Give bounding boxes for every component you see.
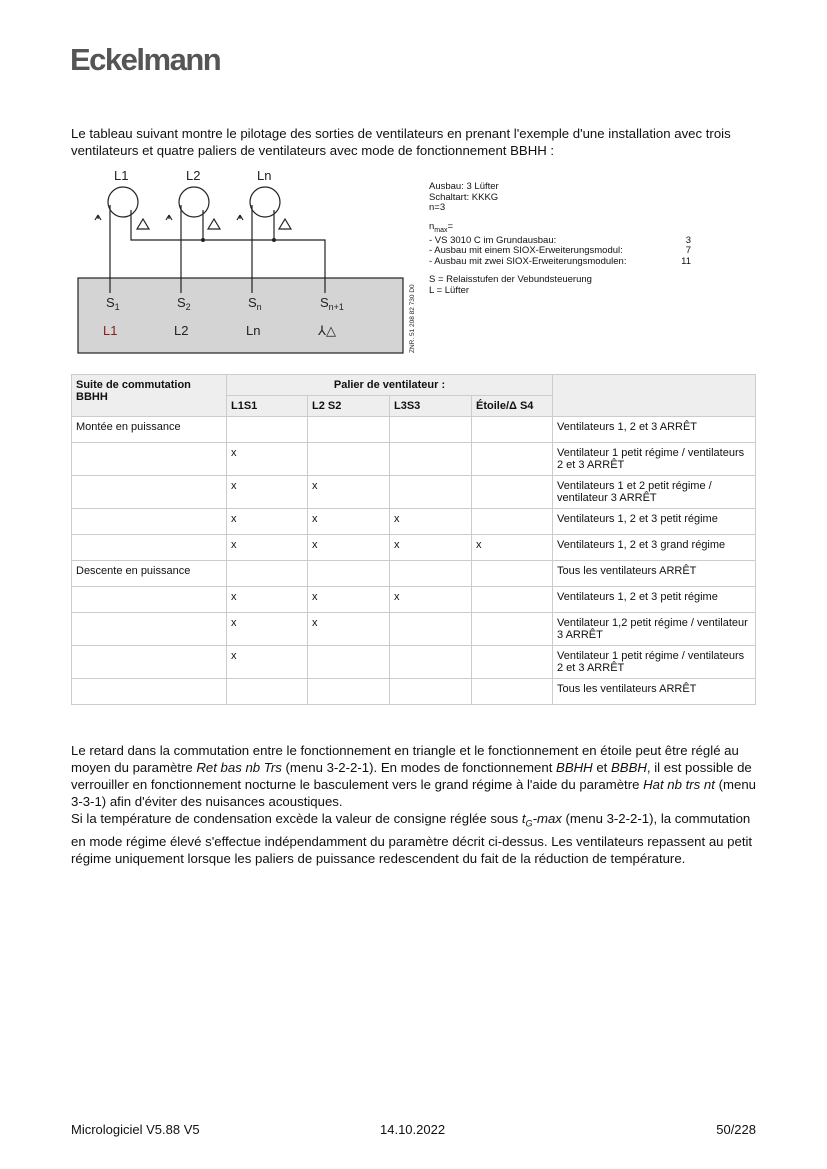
table-cell: x [308,509,390,535]
fan-icon [108,187,138,217]
table-row [72,443,756,476]
table-row [72,679,756,705]
legend-line: Ausbau: 3 Lüfter [429,181,499,192]
table-cell: Ventilateurs 1, 2 et 3 grand régime [553,535,756,561]
table-cell [227,561,308,587]
nmax-label: $n_{max}=$ [429,220,454,234]
table-row [72,587,756,613]
header-stage: Palier de ventilateur : [227,375,553,396]
table-cell [227,417,308,443]
table-cell: x [227,613,308,646]
relay-label: ⅄△ [318,323,336,338]
svg-text:S1: $S_1$ [106,295,120,312]
fan-label: L1 [114,168,129,183]
eckelmann-logo: Eckelmann [70,42,221,77]
switching-table [71,374,756,705]
table-cell: x [308,613,390,646]
table-cell [390,561,472,587]
svg-text:Sn: $S_n$ [248,295,262,312]
table-cell [390,417,472,443]
table-cell: x [227,443,308,476]
table-cell: Ventilateur 1 petit régime / ventilateurs 2 et 3 ARRÊT [553,443,756,476]
table-cell [308,679,390,705]
table-cell [72,613,227,646]
relay-label: Ln [246,323,261,338]
table-cell: Ventilateurs 1, 2 et 3 ARRÊT [553,417,756,443]
legend-line: Schaltart: KKKG [429,191,499,203]
svg-text:Sn+1: $S_{n+1}$ [320,295,344,312]
table-cell: x [227,646,308,679]
relay-label: L2 [174,323,189,338]
footer-firmware: Micrologiciel V5.88 V5 [71,1122,200,1137]
table-cell [308,561,390,587]
col-header: L2 S2 [308,396,390,417]
table-cell [472,417,553,443]
fan-label: Ln [257,168,272,183]
table-cell [472,561,553,587]
table-row [72,535,756,561]
table-cell: x [308,535,390,561]
table-row [72,561,756,587]
table-cell: x [390,535,472,561]
table-cell [472,646,553,679]
table-cell: x [308,587,390,613]
table-cell [390,613,472,646]
table-cell: x [390,509,472,535]
table-cell [227,679,308,705]
table-cell [390,476,472,509]
table-cell: Ventilateurs 1 et 2 petit régime / ventilateur 3 ARRÊT [553,476,756,509]
table-cell [472,443,553,476]
table-cell: Ventilateurs 1, 2 et 3 petit régime [553,509,756,535]
table-cell [308,417,390,443]
table-cell [390,646,472,679]
diagram-legend: Ausbau: 3 Lüfter Schaltart: KKKG n=3 $n_{max}=$ - VS 3010 C im Grundausbau: 3 - Ausbau mit einem SIOX-Erweiterungsmodul: 7 - Ausbau mit zwei SIOX-Erweiterungsmodulen: 11 S = Relaisstufen der Vebundsteuerung L = Lüfter [429,182,709,296]
fan-icon [250,187,280,217]
table-row [72,509,756,535]
table-cell [308,646,390,679]
table-cell [72,509,227,535]
table-cell: x [227,535,308,561]
table-cell [472,587,553,613]
table-row [72,417,756,443]
table-row [72,613,756,646]
legend-line: S = Relaisstufen der Vebundsteuerung [429,274,592,286]
drawing-code: ZNR. 51 208 82 730 D0 [409,284,416,353]
fan-wiring-diagram [70,165,420,360]
table-cell [472,476,553,509]
table-cell: x [472,535,553,561]
table-cell: Ventilateurs 1, 2 et 3 petit régime [553,587,756,613]
col-header: L1S1 [227,396,308,417]
table-cell: x [227,509,308,535]
table-cell [472,679,553,705]
table-cell: Ventilateur 1 petit régime / ventilateurs 2 et 3 ARRÊT [553,646,756,679]
outro-text: Le retard dans la commutation entre le fonctionnement en triangle et le fonctionnement en étoile peut être réglé au moyen du paramètre Ret bas nb Trs (menu 3-2-2-1). En modes de fonctionnement BBHH et BBBH, il est possible de verrouiller en fonctionnement nocturne le basculement vers le grand régime à l'aide du paramètre Hat nb trs nt (menu 3-3-1) afin d'éviter des nuisances acoustiques. Si la température de condensation excède la valeur de consigne réglée sous $t_G-\max$ (menu 3-2-2-1), la commutation en mode régime élevé s'effectue indépendamment du paramètre décrit ci-dessus. Les ventilateurs repassent au petit régime uniquement lorsque les paliers de puissance redescendent du fait de la réduction de température. [71,743,756,866]
table-cell: x [308,476,390,509]
fan-label: L2 [186,168,201,183]
table-row [72,476,756,509]
table-cell: x [227,476,308,509]
legend-line: n=3 [429,202,446,213]
header-sequence: Suite de commutation BBHH [72,375,227,417]
table-cell [72,646,227,679]
table-cell: Tous les ventilateurs ARRÊT [553,679,756,705]
table-cell [390,443,472,476]
table-cell: x [227,587,308,613]
table-cell: Montée en puissance [72,417,227,443]
table-cell: Tous les ventilateurs ARRÊT [553,561,756,587]
table-cell [72,476,227,509]
table-cell: Descente en puissance [72,561,227,587]
fan-icon [179,187,209,217]
legend-line: L = Lüfter [429,284,470,296]
footer-date: 14.10.2022 [380,1122,446,1137]
table-cell [72,679,227,705]
table-cell [72,587,227,613]
table-cell [390,679,472,705]
table-cell [308,443,390,476]
footer-page-number: 50/228 [716,1122,756,1137]
controller-box [78,278,403,353]
col-header: Étoile/Δ S4 [472,396,553,417]
table-row [72,646,756,679]
relay-label: L1 [103,323,118,338]
table-cell: Ventilateur 1,2 petit régime / ventilateur 3 ARRÊT [553,613,756,646]
table-cell [72,535,227,561]
table-cell [72,443,227,476]
svg-text:S2: $S_2$ [177,295,191,312]
intro-paragraph: Le tableau suivant montre le pilotage des sorties de ventilateurs en prenant l'exemple d'une installation avec trois ventilateurs et quatre paliers de ventilateurs avec mode de fonctionnement BBHH : [71,126,731,158]
table-cell [472,613,553,646]
table-cell [472,509,553,535]
table-cell: x [390,587,472,613]
col-header: L3S3 [390,396,472,417]
